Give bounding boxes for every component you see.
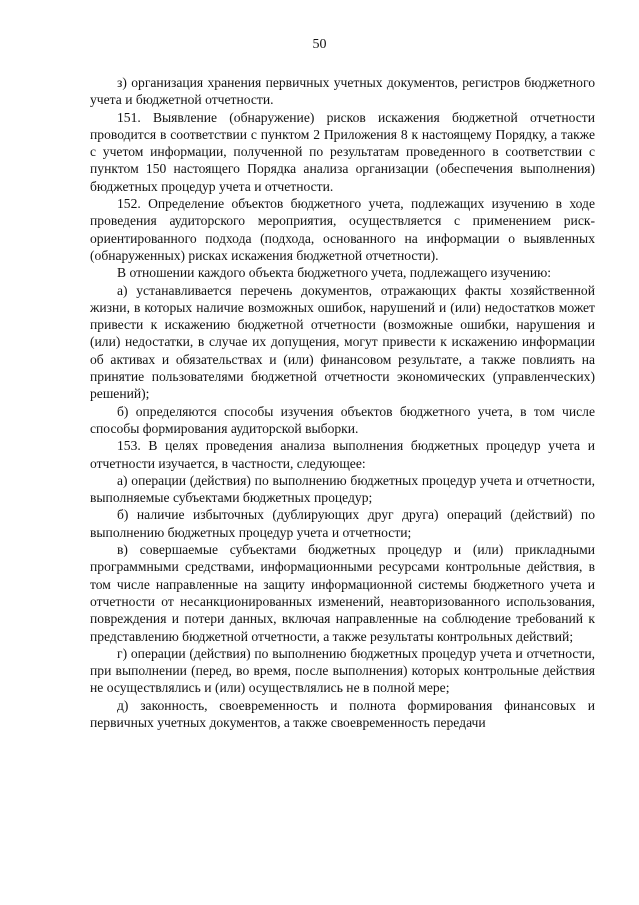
paragraph-each-object: В отношении каждого объекта бюджетного учета, подлежащего изучению: [117,265,552,281]
paragraph-153-v: в) совершаемые субъектами бюджетных процедур и (или) прикладными программными средствами, информационными ресурсами контрольные действия, в том числе направленные на защиту информационной системы бюджетного учета и отчетности от несанкционированных изменений, неавторизованного использования, повреждения и потери данных, включая направленные на соблюдение требований к представлению бюджетной отчетности, а также результаты контрольных действий; [90,542,595,644]
paragraph-153-b: б) наличие избыточных (дублирующих друг друга) операций (действий) по выполнению бюджетных процедур учета и отчетности; [90,507,595,540]
paragraph-153: 153. В целях проведения анализа выполнения бюджетных процедур учета и отчетности изучается, в частности, следующее: [90,438,595,471]
paragraph-152-b: б) определяются способы изучения объектов бюджетного учета, в том числе способы формирования аудиторской выборки. [90,403,595,436]
page-number: 50 [312,37,327,52]
paragraph-z-storage: з) организация хранения первичных учетных документов, регистров бюджетного учета и бюджетной отчетности. [90,75,595,108]
paragraph-153-g: г) операции (действия) по выполнению бюджетных процедур учета и отчетности, при выполнении (перед, во время, после выполнения) которых контрольные действия не осуществлялись и (или) осуществлялись не в полной мере; [90,645,595,696]
paragraph-153-a: а) операции (действия) по выполнению бюджетных процедур учета и отчетности, выполняемые субъектами бюджетных процедур; [90,472,595,506]
paragraph-151: 151. Выявление (обнаружение) рисков искажения бюджетной отчетности проводится в соответствии с пунктом 2 Приложения 8 к настоящему Порядку, а также с учетом информации, полученной по результатам проведенного в соответствии с пунктом 150 настоящего Порядка анализа организации (обеспечения выполнения) бюджетных процедур учета и отчетности. [90,109,595,194]
document-body [90,74,595,731]
paragraph-153-d: д) законность, своевременность и полнота формирования финансовых и первичных учетных документов, а также своевременность передачи [90,697,595,730]
paragraph-152: 152. Определение объектов бюджетного учета, подлежащих изучению в ходе проведения аудиторского мероприятия, осуществляется с применением риск-ориентированного подхода (подхода, основанного на информации о выявленных (обнаруженных) рисках искажения бюджетной отчетности). [90,196,595,263]
paragraph-152-a: а) устанавливается перечень документов, отражающих факты хозяйственной жизни, в которых наличие возможных ошибок, нарушений и (или) недостатков может привести к искажению бюджетной отчетности (возможные ошибки, нарушения и (или) недостатки, в случае их допущения, могут привести к искажению информации об активах и обязательствах и (или) финансовом результате, а также повлиять на принятие пользователями бюджетной отчетности экономических (управленческих) решений); [90,282,595,402]
